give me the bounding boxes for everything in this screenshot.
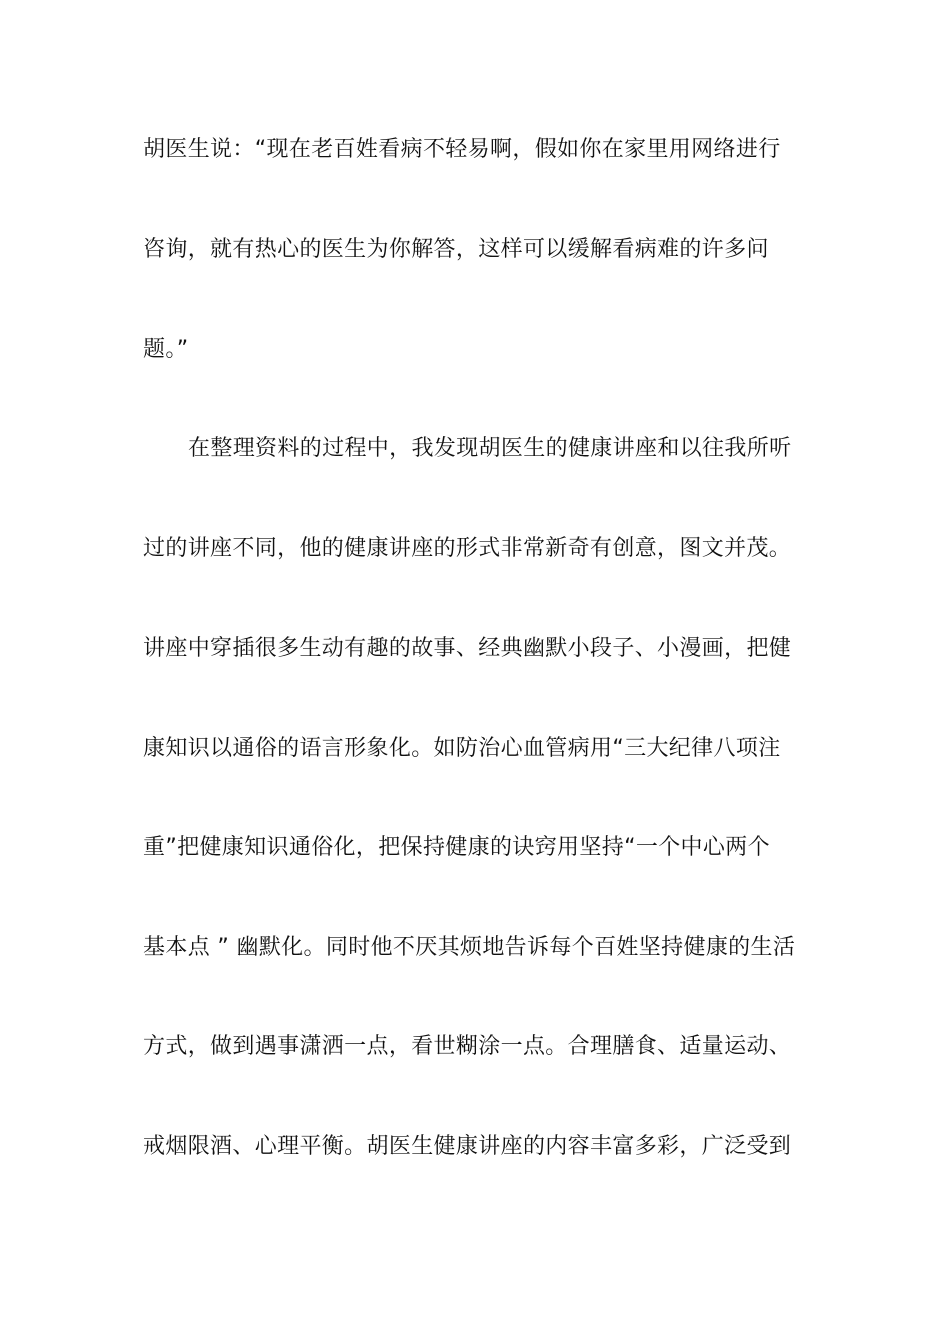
text-line: 重”把健康知识通俗化，把保持健康的诀窍用坚持“一个中心两个	[143, 835, 770, 860]
text-line: 基本点 ” 幽默化。同时他不厌其烦地告诉每个百姓坚持健康的生活	[143, 935, 796, 960]
text-line: 题。”	[143, 337, 189, 362]
text-line: 戒烟限酒、心理平衡。胡医生健康讲座的内容丰富多彩，广泛受到	[143, 1134, 792, 1159]
text-line: 胡医生说：“现在老百姓看病不轻易啊，假如你在家里用网络进行	[143, 137, 781, 162]
text-line: 咨询，就有热心的医生为你解答，这样可以缓解看病难的许多问	[143, 237, 769, 262]
text-line: 讲座中穿插很多生动有趣的故事、经典幽默小段子、小漫画，把健	[143, 636, 792, 661]
paragraph-first-line: 在整理资料的过程中，我发现胡医生的健康讲座和以往我所听	[188, 436, 792, 461]
text-line: 过的讲座不同，他的健康讲座的形式非常新奇有创意，图文并茂。	[143, 536, 792, 561]
text-line: 方式，做到遇事潇洒一点，看世糊涂一点。合理膳食、适量运动、	[143, 1034, 792, 1059]
text-line: 康知识以通俗的语言形象化。如防治心血管病用“三大纪律八项注	[143, 736, 781, 761]
